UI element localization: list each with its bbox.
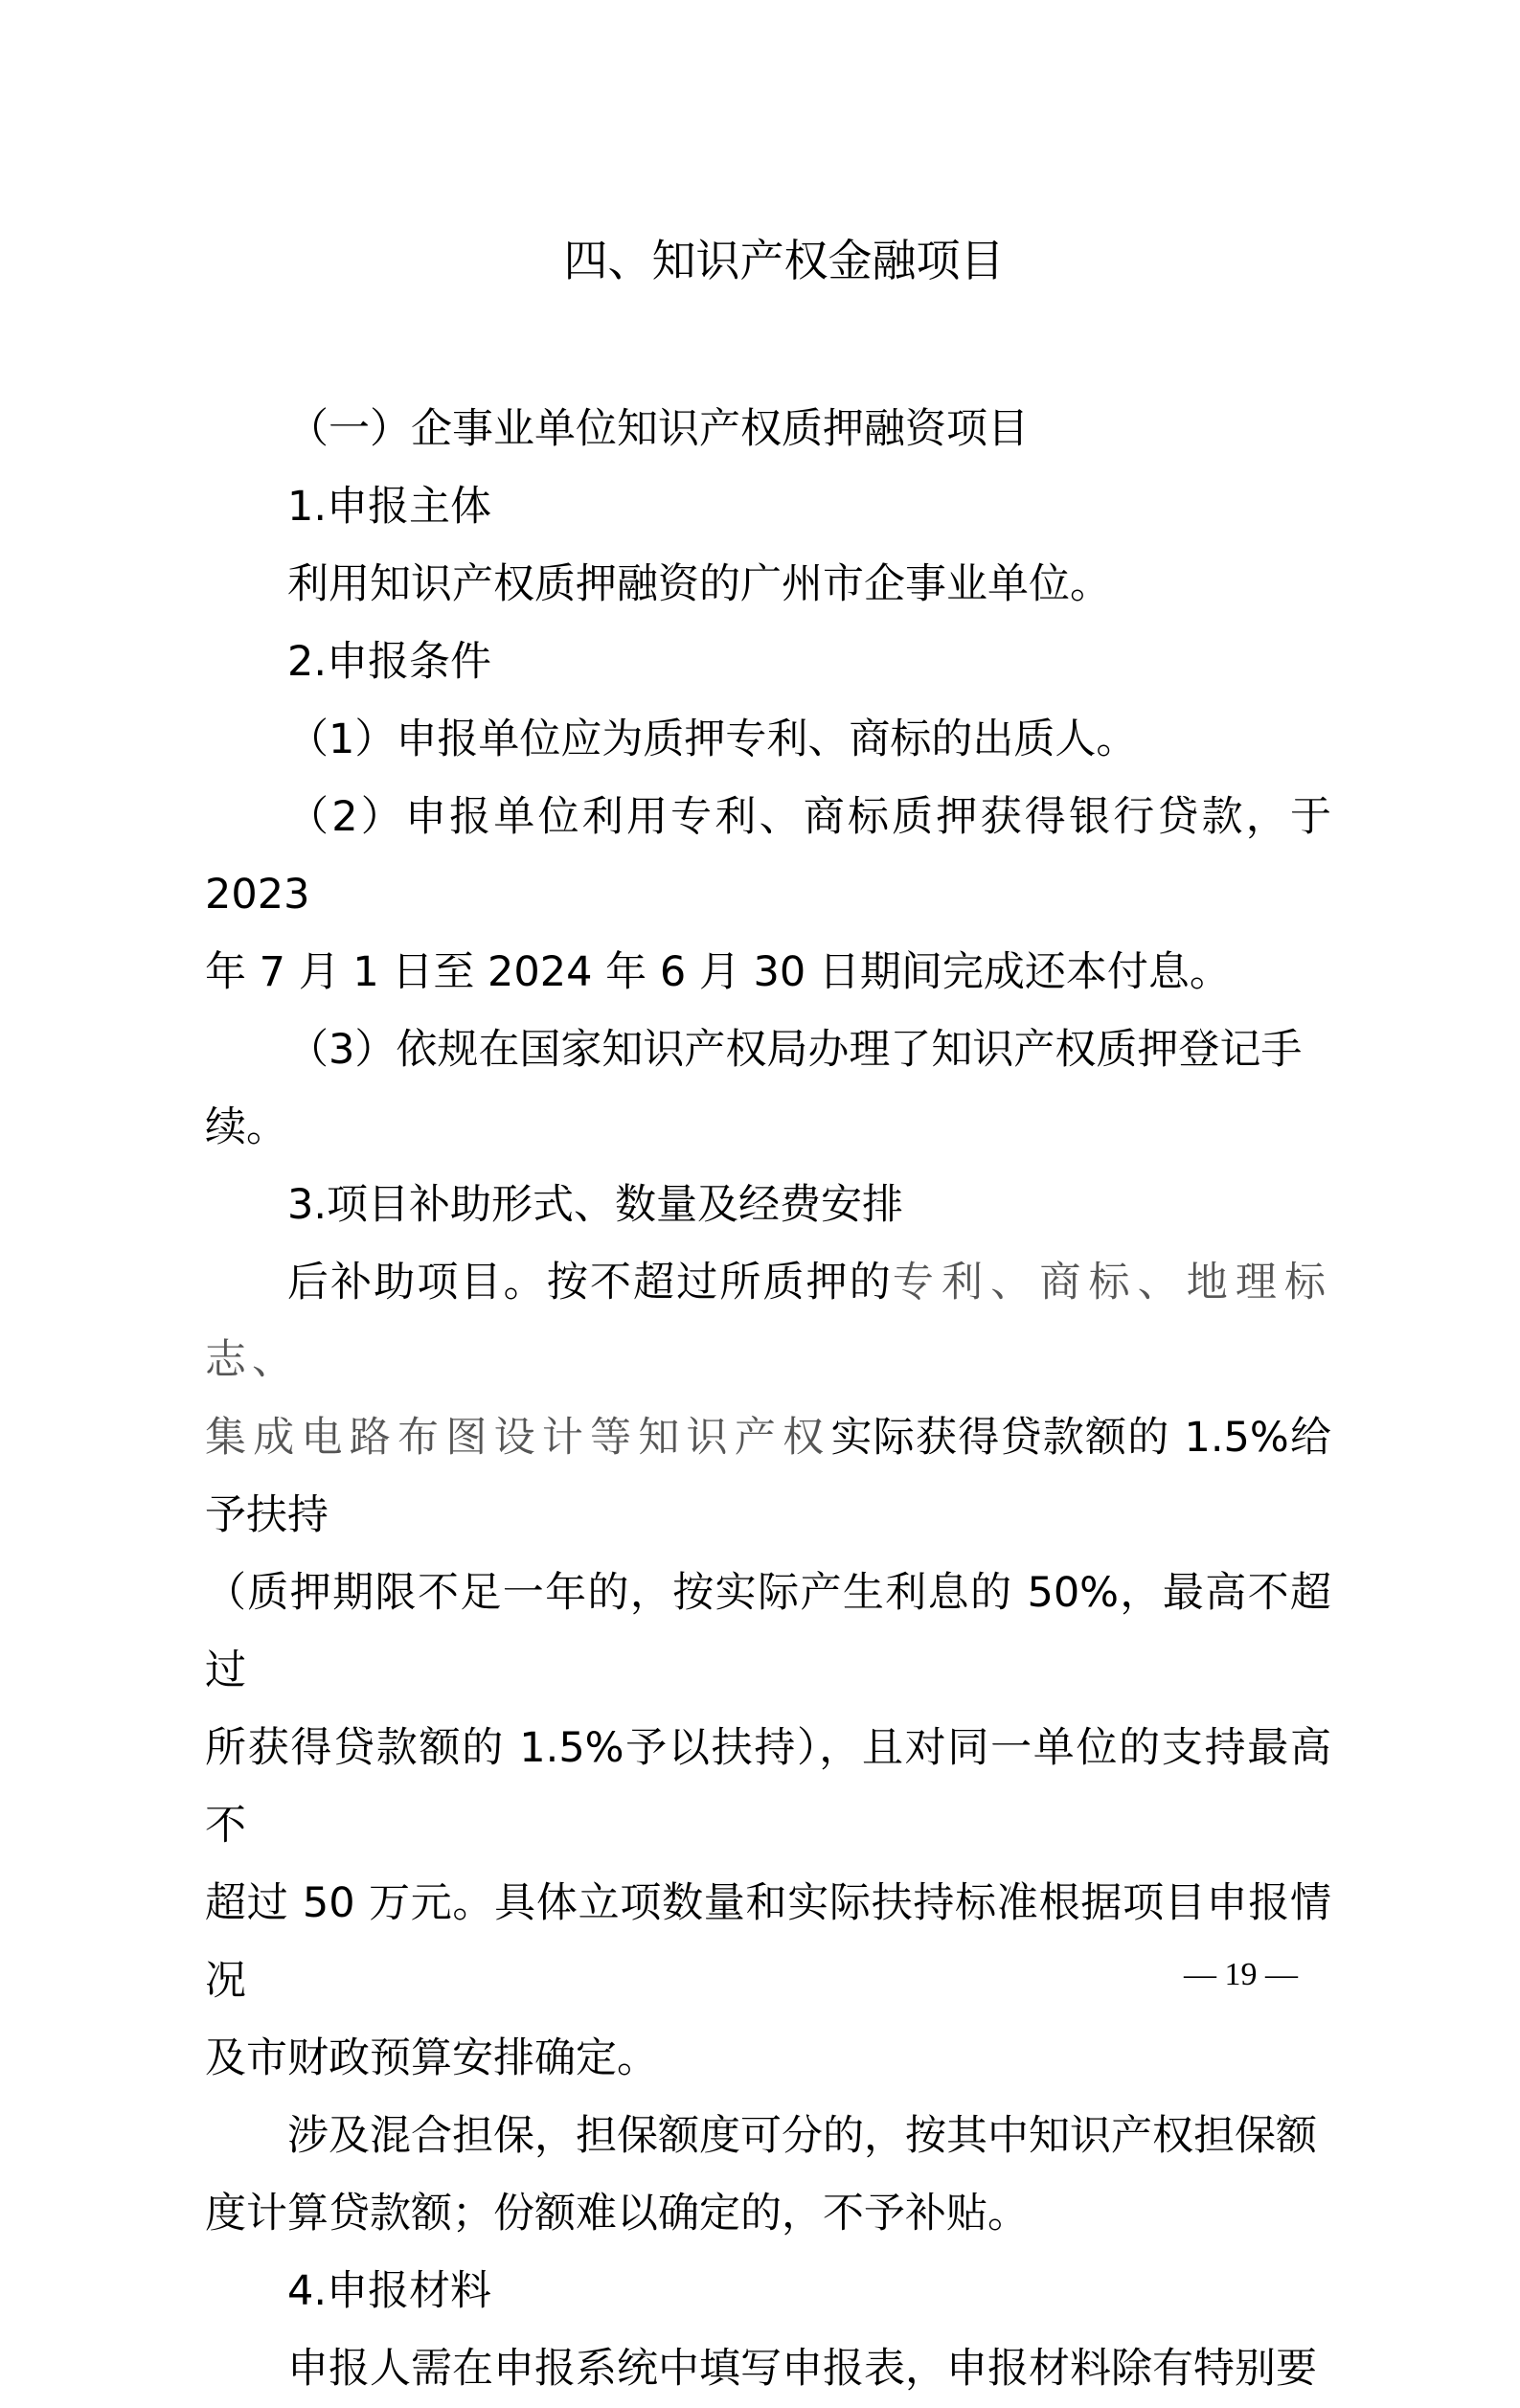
condition-3-line-1: （3）依规在国家知识产权局办理了知识产权质押登记手	[287, 1026, 1303, 1074]
paragraph-3-line-1-a: 后补助项目。按不超过所质押的	[287, 1259, 893, 1306]
item1-text: 利用知识产权质押融资的广州市企事业单位。	[287, 560, 1111, 608]
condition-2-line-2: 年 7 月 1 日至 2024 年 6 月 30 日期间完成还本付息。	[205, 948, 1231, 996]
paragraph-4-line-1: 涉及混合担保，担保额度可分的，按其中知识产权担保额	[287, 2112, 1317, 2160]
paragraph-3-line-2-b: 实际获得贷款额的 1.5%给予扶持	[205, 1414, 1331, 1539]
paragraph-3-line-2	[205, 1399, 1331, 1555]
paragraph-3-line-5: 超过 50 万元。具体立项数量和实际扶持标准根据项目申报情况	[205, 1879, 1331, 2005]
document-body	[205, 391, 1331, 2408]
page-number: — 19 —	[1184, 1957, 1298, 1992]
condition-3-line-2: 续。	[205, 1103, 287, 1151]
paragraph-4-line-2: 度计算贷款额；份额难以确定的，不予补贴。	[205, 2190, 1029, 2238]
section-title: 四、知识产权金融项目	[563, 235, 1005, 286]
item4-heading: 4.申报材料	[287, 2267, 492, 2315]
paragraph-5-line-1: 申报人需在申报系统中填写申报表，申报材料除有特别要	[287, 2345, 1317, 2393]
condition-2-line-1: （2）申报单位利用专利、商标质押获得银行贷款，于 2023	[205, 793, 1331, 919]
paragraph-3-line-4: 所获得贷款额的 1.5%予以扶持），且对同一单位的支持最高不	[205, 1724, 1331, 1850]
subsection-title: （一）企事业单位知识产权质押融资项目	[287, 405, 1029, 453]
paragraph-3-line-1-b: 专利、商标、地理标志、	[205, 1259, 1332, 1384]
paragraph-3-line-1	[205, 1244, 1331, 1399]
paragraph-3-line-2-a: 集成电路布图设计等知识产权	[205, 1414, 831, 1462]
item3-heading: 3.项目补助形式、数量及经费安排	[287, 1181, 904, 1229]
paragraph-3-line-6: 及市财政预算安排确定。	[205, 2034, 658, 2082]
paragraph-3-line-3: （质押期限不足一年的，按实际产生利息的 50%，最高不超过	[205, 1569, 1331, 1694]
item2-heading: 2.申报条件	[287, 638, 492, 686]
condition-1: （1）申报单位应为质押专利、商标的出质人。	[287, 716, 1138, 763]
item1-heading: 1.申报主体	[287, 483, 492, 531]
